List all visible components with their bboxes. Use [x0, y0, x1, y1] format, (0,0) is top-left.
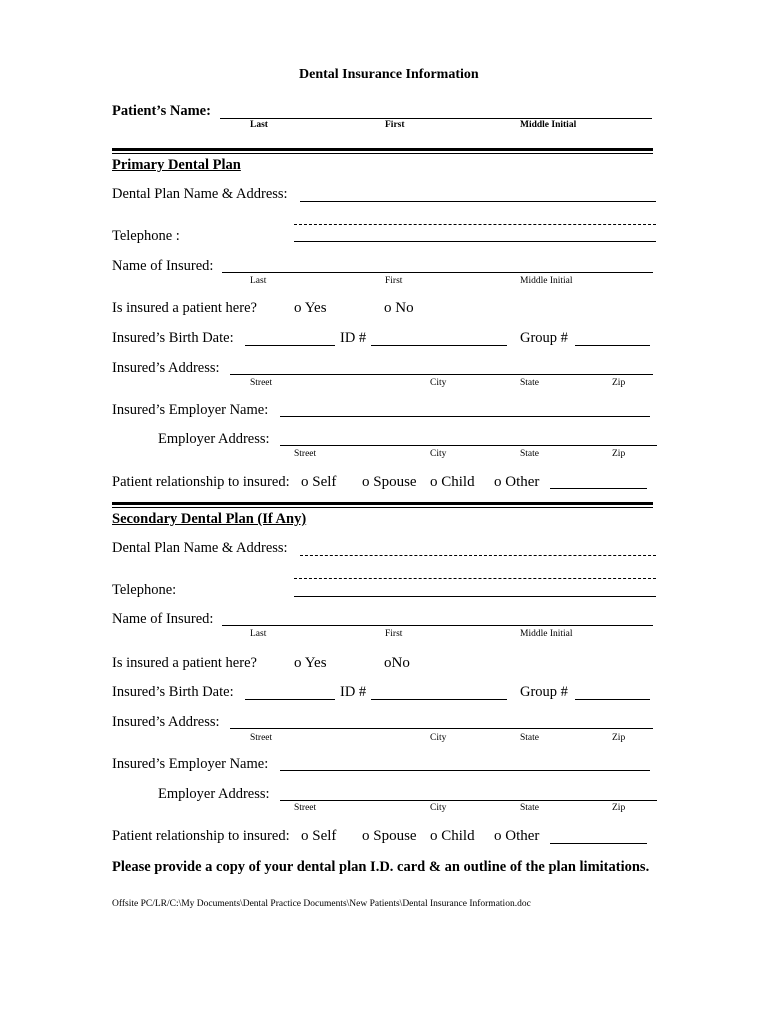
- secondary-name-insured-field[interactable]: [222, 625, 653, 626]
- secondary-emp-state-caption: State: [520, 803, 539, 813]
- checkbox-icon: o: [430, 828, 438, 844]
- patient-name-field[interactable]: [220, 118, 652, 119]
- primary-address-label: Insured’s Address:: [112, 360, 220, 376]
- checkbox-icon: o: [301, 474, 309, 490]
- checkbox-icon: o: [294, 655, 302, 671]
- primary-address-field[interactable]: [230, 374, 653, 375]
- primary-employer-name-label: Insured’s Employer Name:: [112, 402, 269, 418]
- primary-birth-label: Insured’s Birth Date:: [112, 330, 234, 346]
- secondary-child-label: Child: [441, 828, 475, 844]
- secondary-street-caption: Street: [250, 733, 273, 743]
- secondary-employer-name-field[interactable]: [280, 770, 650, 771]
- secondary-name-insured-label: Name of Insured:: [112, 611, 214, 627]
- secondary-middle-caption: Middle Initial: [520, 629, 573, 639]
- primary-employer-address-label: Employer Address:: [158, 431, 270, 447]
- patient-middle-caption: Middle Initial: [520, 120, 577, 130]
- primary-relationship-label: Patient relationship to insured:: [112, 474, 290, 490]
- primary-plan-address-field[interactable]: [294, 224, 656, 225]
- secondary-emp-zip-caption: Zip: [612, 803, 626, 813]
- primary-child-option[interactable]: [430, 475, 475, 490]
- checkbox-icon: o: [494, 828, 502, 844]
- secondary-other-label: Other: [505, 828, 540, 844]
- primary-name-insured-field[interactable]: [222, 272, 653, 273]
- primary-is-patient-label: Is insured a patient here?: [112, 300, 257, 316]
- primary-group-field[interactable]: [575, 345, 650, 346]
- footer-note: Please provide a copy of your dental plan I.D. card & an outline of the plan limitations.: [112, 859, 650, 875]
- primary-id-field[interactable]: [371, 345, 507, 346]
- primary-heading: Primary Dental Plan: [112, 157, 241, 173]
- primary-child-label: Child: [441, 474, 475, 490]
- primary-spouse-label: Spouse: [373, 474, 417, 490]
- secondary-employer-address-label: Employer Address:: [158, 786, 270, 802]
- checkbox-icon: o: [294, 300, 302, 316]
- secondary-birth-label: Insured’s Birth Date:: [112, 684, 234, 700]
- secondary-yes-label: Yes: [304, 655, 327, 671]
- secondary-yes-option[interactable]: [294, 656, 327, 671]
- primary-yes-option[interactable]: [294, 301, 327, 316]
- primary-emp-city-caption: City: [430, 449, 447, 459]
- section-divider-thin: [112, 153, 653, 154]
- primary-self-option[interactable]: [301, 475, 336, 490]
- section-divider: [112, 502, 653, 505]
- secondary-last-caption: Last: [250, 629, 267, 639]
- primary-first-caption: First: [385, 276, 403, 286]
- secondary-plan-address-field[interactable]: [294, 578, 656, 579]
- secondary-self-label: Self: [312, 828, 337, 844]
- secondary-id-label: ID #: [340, 684, 367, 700]
- secondary-emp-street-caption: Street: [294, 803, 317, 813]
- secondary-plan-name-field[interactable]: [300, 555, 656, 556]
- page-title: Dental Insurance Information: [299, 67, 479, 82]
- primary-name-insured-label: Name of Insured:: [112, 258, 214, 274]
- primary-other-option[interactable]: [494, 475, 539, 490]
- secondary-heading: Secondary Dental Plan (If Any): [112, 511, 307, 527]
- secondary-employer-address-field[interactable]: [280, 800, 657, 801]
- section-divider-thin: [112, 507, 653, 508]
- section-divider: [112, 148, 653, 151]
- primary-middle-caption: Middle Initial: [520, 276, 573, 286]
- secondary-no-option[interactable]: [384, 656, 410, 671]
- file-path: Offsite PC/LR/C:\My Documents\Dental Practice Documents\New Patients\Dental Insurance Information.doc: [112, 899, 531, 909]
- primary-group-label: Group #: [520, 330, 568, 346]
- secondary-group-field[interactable]: [575, 699, 650, 700]
- checkbox-icon: o: [430, 474, 438, 490]
- secondary-address-label: Insured’s Address:: [112, 714, 220, 730]
- primary-no-label: No: [395, 300, 414, 316]
- secondary-plan-name-label: Dental Plan Name & Address:: [112, 540, 288, 556]
- secondary-other-field[interactable]: [550, 843, 647, 844]
- primary-plan-name-field[interactable]: [300, 201, 656, 202]
- primary-birth-field[interactable]: [245, 345, 335, 346]
- patient-name-label: Patient’s Name:: [112, 103, 211, 119]
- primary-telephone-label: Telephone :: [112, 228, 180, 244]
- checkbox-icon: o: [362, 828, 370, 844]
- primary-emp-state-caption: State: [520, 449, 539, 459]
- primary-city-caption: City: [430, 378, 447, 388]
- secondary-telephone-label: Telephone:: [112, 582, 177, 598]
- primary-state-caption: State: [520, 378, 539, 388]
- checkbox-icon: o: [384, 655, 392, 671]
- checkbox-icon: o: [384, 300, 392, 316]
- secondary-city-caption: City: [430, 733, 447, 743]
- primary-yes-label: Yes: [304, 300, 327, 316]
- secondary-other-option[interactable]: [494, 829, 539, 844]
- primary-employer-name-field[interactable]: [280, 416, 650, 417]
- primary-spouse-option[interactable]: [362, 475, 417, 490]
- secondary-relationship-label: Patient relationship to insured:: [112, 828, 290, 844]
- primary-emp-street-caption: Street: [294, 449, 317, 459]
- secondary-spouse-label: Spouse: [373, 828, 417, 844]
- primary-self-label: Self: [312, 474, 337, 490]
- primary-other-label: Other: [505, 474, 540, 490]
- primary-id-label: ID #: [340, 330, 367, 346]
- secondary-employer-name-label: Insured’s Employer Name:: [112, 756, 269, 772]
- secondary-state-caption: State: [520, 733, 539, 743]
- secondary-telephone-field[interactable]: [294, 596, 656, 597]
- secondary-child-option[interactable]: [430, 829, 475, 844]
- primary-employer-address-field[interactable]: [280, 445, 657, 446]
- primary-other-field[interactable]: [550, 488, 647, 489]
- secondary-zip-caption: Zip: [612, 733, 626, 743]
- secondary-id-field[interactable]: [371, 699, 507, 700]
- primary-last-caption: Last: [250, 276, 267, 286]
- secondary-group-label: Group #: [520, 684, 568, 700]
- secondary-first-caption: First: [385, 629, 403, 639]
- patient-first-caption: First: [385, 120, 405, 130]
- secondary-spouse-option[interactable]: [362, 829, 417, 844]
- secondary-no-label: No: [391, 655, 410, 671]
- primary-no-option[interactable]: [384, 301, 414, 316]
- secondary-birth-field[interactable]: [245, 699, 335, 700]
- primary-emp-zip-caption: Zip: [612, 449, 626, 459]
- checkbox-icon: o: [362, 474, 370, 490]
- primary-zip-caption: Zip: [612, 378, 626, 388]
- patient-last-caption: Last: [250, 120, 268, 130]
- secondary-address-field[interactable]: [230, 728, 653, 729]
- secondary-self-option[interactable]: [301, 829, 336, 844]
- primary-plan-name-label: Dental Plan Name & Address:: [112, 186, 288, 202]
- secondary-is-patient-label: Is insured a patient here?: [112, 655, 257, 671]
- checkbox-icon: o: [494, 474, 502, 490]
- primary-street-caption: Street: [250, 378, 273, 388]
- checkbox-icon: o: [301, 828, 309, 844]
- secondary-emp-city-caption: City: [430, 803, 447, 813]
- primary-telephone-field[interactable]: [294, 241, 656, 242]
